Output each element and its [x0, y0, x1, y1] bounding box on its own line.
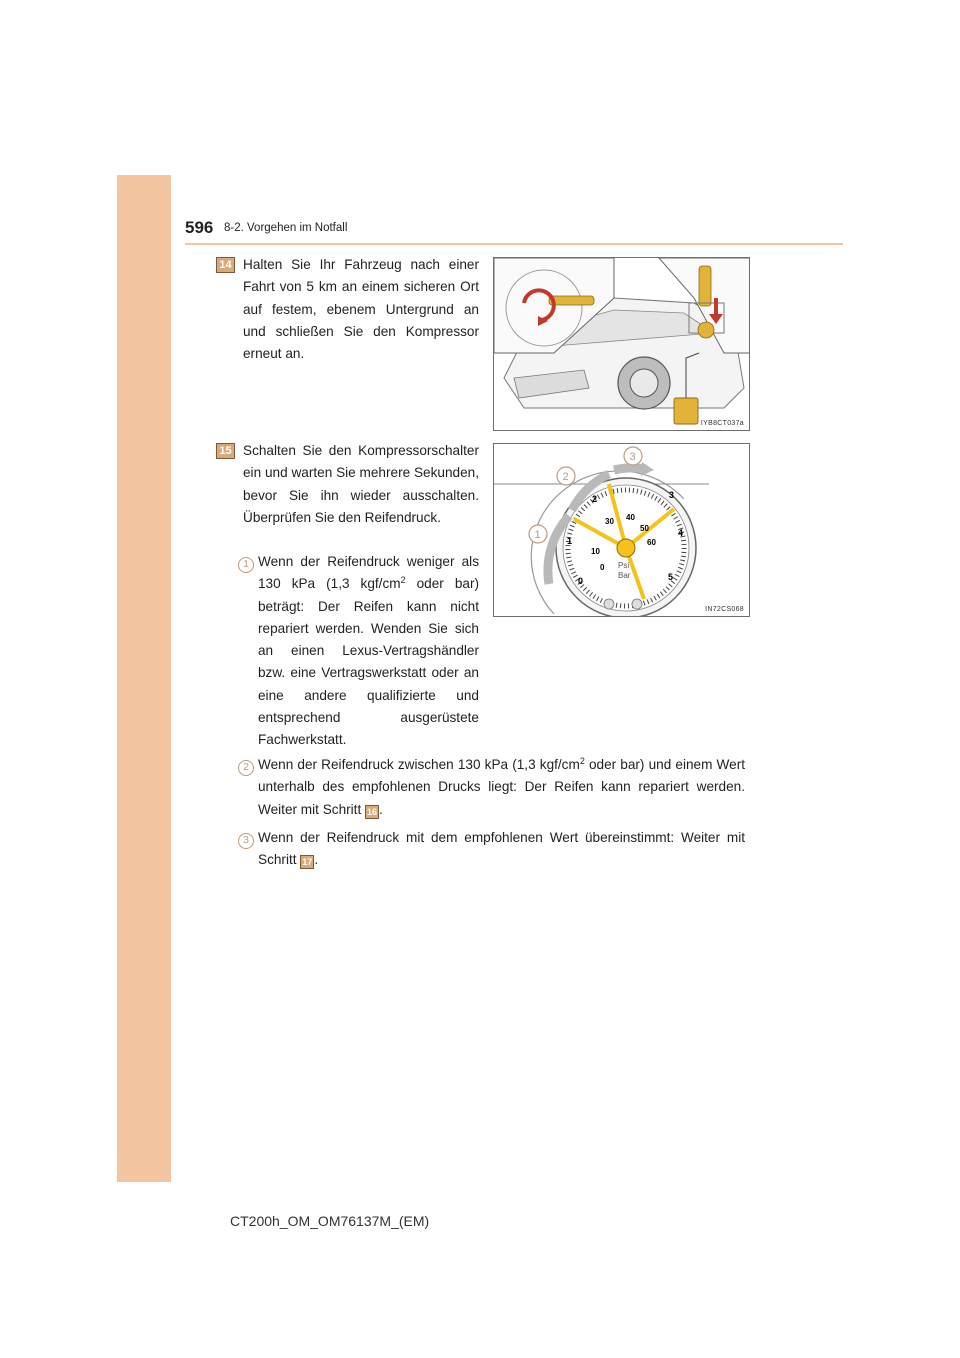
gauge-bar-5: 5 [668, 572, 674, 582]
gauge-callout-3: 3 [629, 451, 636, 463]
gauge-unit-psi: Psi [618, 561, 630, 570]
item-2-text-a: Wenn der Reifendruck zwischen 130 kPa (1,3 kgf/cm [258, 757, 580, 772]
gauge-bar-3: 3 [669, 490, 675, 500]
gauge-psi-10: 10 [591, 547, 600, 556]
gauge-psi-30: 30 [605, 517, 614, 526]
pressure-gauge-illustration [494, 444, 750, 617]
side-margin-band [117, 175, 171, 1182]
item-number-2: 2 [238, 760, 254, 776]
item-2-text [258, 754, 745, 821]
gauge-bar-1: 1 [567, 536, 573, 546]
figure-compressor-car [493, 257, 750, 431]
gauge-psi-60: 60 [647, 538, 656, 547]
item-1-text-a: Wenn der Reifendruck weniger als 130 kPa (1,3 kgf/cm [258, 554, 479, 592]
item-number-1: 1 [238, 557, 254, 573]
section-title: 8-2. Vorgehen im Notfall [224, 222, 348, 234]
gauge-callout-2: 2 [562, 471, 569, 483]
step-badge-15: 15 [216, 443, 235, 459]
step-reference-17[interactable]: 17 [302, 857, 313, 868]
item-2-end: . [379, 801, 383, 817]
document-code-footer: CT200h_OM_OM76137M_(EM) [230, 1213, 430, 1229]
item-3-text [258, 827, 745, 872]
figure-pressure-gauge [493, 443, 750, 617]
step-14-text: Halten Sie Ihr Fahrzeug nach einer Fahrt von 5 km an einem sicheren Ort auf festem, ebenem Untergrund an und schließen Sie den Kompressor erneut an. [243, 257, 479, 362]
item-1-superscript: 2 [400, 575, 406, 586]
step-badge-14: 14 [216, 257, 235, 273]
car-compressor-illustration [494, 258, 750, 431]
gauge-psi-50: 50 [640, 524, 649, 533]
item-3-text-a: Wenn der Reifendruck mit dem empfohlenen Wert übereinstimmt: Weiter mit Schritt [258, 830, 745, 868]
gauge-bar-0: 0 [578, 576, 584, 586]
gauge-callout-1: 1 [534, 529, 541, 541]
figure-code-15: IN72CS068 [705, 606, 744, 613]
step-reference-16[interactable]: 16 [367, 806, 378, 817]
gauge-bar-2: 2 [592, 494, 598, 504]
page-number: 596 [185, 218, 214, 237]
item-number-3: 3 [238, 833, 254, 849]
gauge-bar-4: 4 [678, 528, 684, 538]
item-3-end: . [314, 852, 319, 868]
gauge-psi-40: 40 [626, 513, 635, 522]
item-2-text-b: oder bar) und einem Wert unterhalb des empfohlenen Drucks liegt: Der Reifen kann repariert werden. Weiter mit Schritt [258, 757, 745, 817]
header-rule [185, 243, 843, 245]
item-1-text-b: oder bar) beträgt: Der Reifen kann nicht repariert werden. Wenden Sie sich an einen Lexus-Vertragshändler bzw. eine Vertragswerkstatt oder an eine andere qualifizierte und entsprechend ausgerüstete Fachwerkstatt. [258, 576, 480, 748]
item-2-superscript: 2 [579, 756, 585, 766]
step-15-text: Schalten Sie den Kompressorschalter ein und warten Sie mehrere Sekunden, bevor Sie ihn wieder ausschalten. Überprüfen Sie den Reifendruck. [243, 443, 479, 525]
item-1-text [258, 551, 479, 752]
figure-code-14: IYB8CT037a [700, 420, 744, 427]
gauge-psi-0: 0 [600, 563, 605, 572]
gauge-unit-bar: Bar [618, 571, 631, 580]
